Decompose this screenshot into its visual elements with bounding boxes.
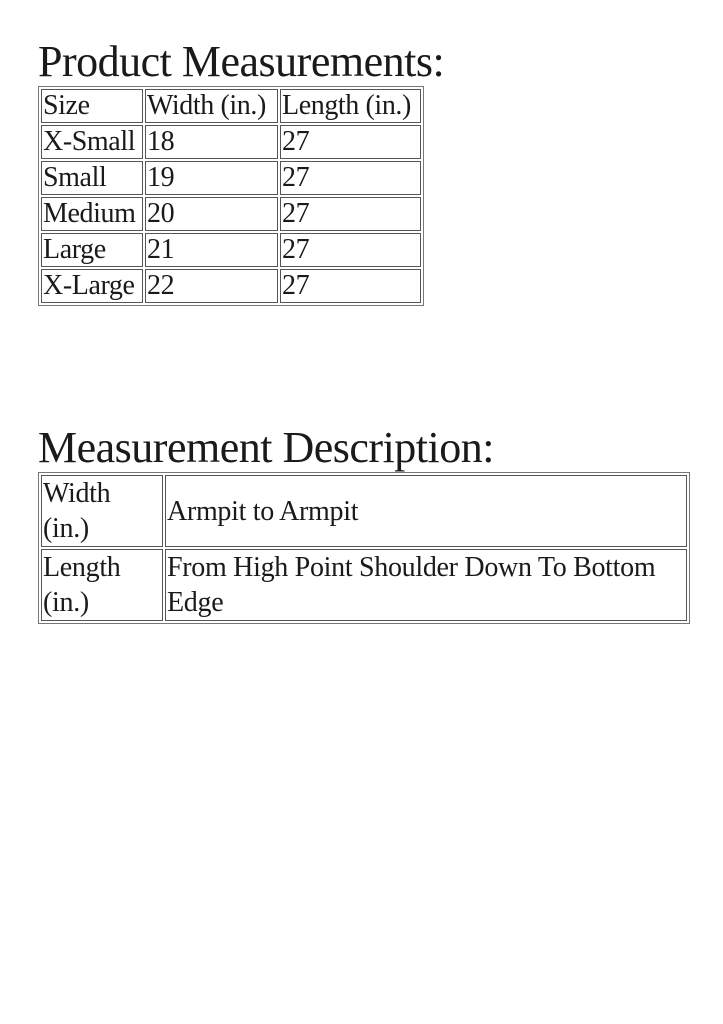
- length-cell: 27: [280, 269, 421, 303]
- description-title: Measurement Description:: [38, 423, 494, 472]
- description-label: Width (in.): [41, 475, 163, 547]
- measurements-table: [38, 86, 424, 306]
- width-cell: 21: [145, 233, 278, 267]
- table-row: [41, 197, 421, 231]
- length-cell: 27: [280, 161, 421, 195]
- length-cell: 27: [280, 197, 421, 231]
- table-row: [41, 233, 421, 267]
- size-cell: Large: [41, 233, 143, 267]
- description-text: Armpit to Armpit: [165, 475, 687, 547]
- table-row: [41, 549, 687, 621]
- length-cell: 27: [280, 125, 421, 159]
- table-row: [41, 269, 421, 303]
- size-cell: X-Small: [41, 125, 143, 159]
- width-cell: 19: [145, 161, 278, 195]
- length-cell: 27: [280, 233, 421, 267]
- description-label: Length (in.): [41, 549, 163, 621]
- size-cell: Medium: [41, 197, 143, 231]
- measurements-title: Product Measurements:: [38, 37, 445, 86]
- size-cell: Small: [41, 161, 143, 195]
- description-text: From High Point Shoulder Down To Bottom Edge: [165, 549, 687, 621]
- header-size: Size: [41, 89, 143, 123]
- width-cell: 18: [145, 125, 278, 159]
- table-row: [41, 125, 421, 159]
- table-row: [41, 475, 687, 547]
- width-cell: 20: [145, 197, 278, 231]
- header-length: Length (in.): [280, 89, 421, 123]
- table-row: [41, 161, 421, 195]
- width-cell: 22: [145, 269, 278, 303]
- header-width: Width (in.): [145, 89, 278, 123]
- description-table: [38, 472, 690, 624]
- size-cell: X-Large: [41, 269, 143, 303]
- table-header-row: [41, 89, 421, 123]
